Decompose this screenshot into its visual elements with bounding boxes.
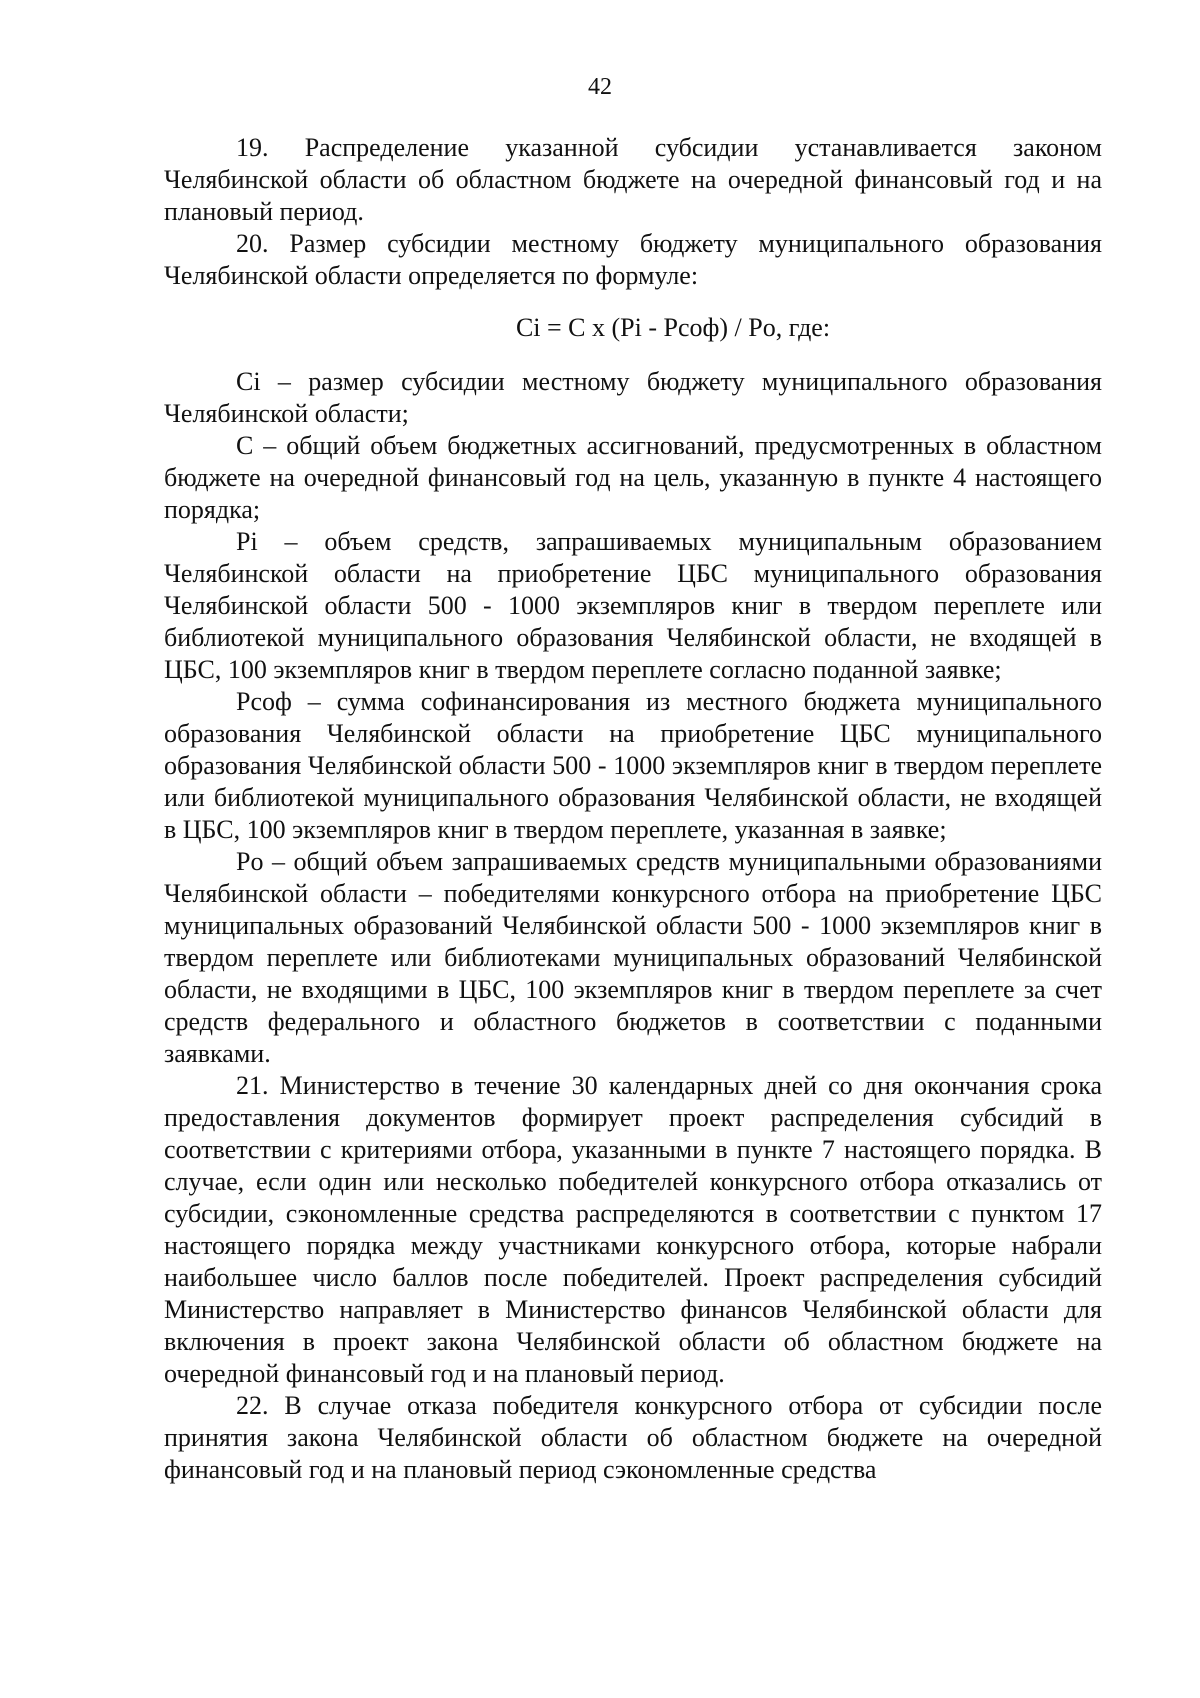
- subsidy-formula: Ci = C x (Pi - Pсоф) / Po, где:: [515, 313, 831, 342]
- definition-po: Po – общий объем запрашиваемых средств муниципальными образованиями Челябинской области – победителями конкурсного отбора на приобретение ЦБС муниципальных образований Челябинской области 500 - 1000 экземпляров книг в твердом переплете или библиотеками муниципальных образований Челябинской области, не входящими в ЦБС, 100 экземпляров книг в твердом переплете за счет средств федерального и областного бюджетов в соответствии с поданными заявками.: [164, 847, 1102, 1068]
- definition-psof: Pсоф – сумма софинансирования из местного бюджета муниципального образования Челябинской области на приобретение ЦБС муниципального образования Челябинской области 500 - 1000 экземпляров книг в твердом переплете или библиотекой муниципального образования Челябинской области, не входящей в ЦБС, 100 экземпляров книг в твердом переплете, указанная в заявке;: [164, 687, 1102, 844]
- paragraph-22: 22. В случае отказа победителя конкурсного отбора от субсидии после принятия закона Челябинской области об областном бюджете на очередной финансовый год и на плановый период сэкономленные средства: [164, 1391, 1102, 1484]
- definition-pi: Pi – объем средств, запрашиваемых муниципальным образованием Челябинской области на приобретение ЦБС муниципального образования Челябинской области 500 - 1000 экземпляров книг в твердом переплете или библиотекой муниципального образования Челябинской области, не входящей в ЦБС, 100 экземпляров книг в твердом переплете согласно поданной заявке;: [164, 527, 1102, 684]
- paragraph-21: 21. Министерство в течение 30 календарных дней со дня окончания срока предоставления документов формирует проект распределения субсидий в соответствии с критериями отбора, указанными в пункте 7 настоящего порядка. В случае, если один или несколько победителей конкурсного отбора отказались от субсидии, сэкономленные средства распределяются в соответствии с пунктом 17 настоящего порядка между участниками конкурсного отбора, которые набрали наибольшее число баллов после победителей. Проект распределения субсидий Министерство направляет в Министерство финансов Челябинской области для включения в проект закона Челябинской области об областном бюджете на очередной финансовый год и на плановый период.: [164, 1071, 1102, 1388]
- document-body: [164, 132, 1102, 1486]
- paragraph-19: 19. Распределение указанной субсидии устанавливается законом Челябинской области об областном бюджете на очередной финансовый год и на плановый период.: [164, 133, 1102, 226]
- definition-c: C – общий объем бюджетных ассигнований, предусмотренных в областном бюджете на очередной финансовый год на цель, указанную в пункте 4 настоящего порядка;: [164, 431, 1102, 524]
- page-number: 42: [588, 74, 612, 100]
- definition-ci: Ci – размер субсидии местному бюджету муниципального образования Челябинской области;: [164, 367, 1102, 428]
- paragraph-20: 20. Размер субсидии местному бюджету муниципального образования Челябинской области определяется по формуле:: [164, 229, 1102, 290]
